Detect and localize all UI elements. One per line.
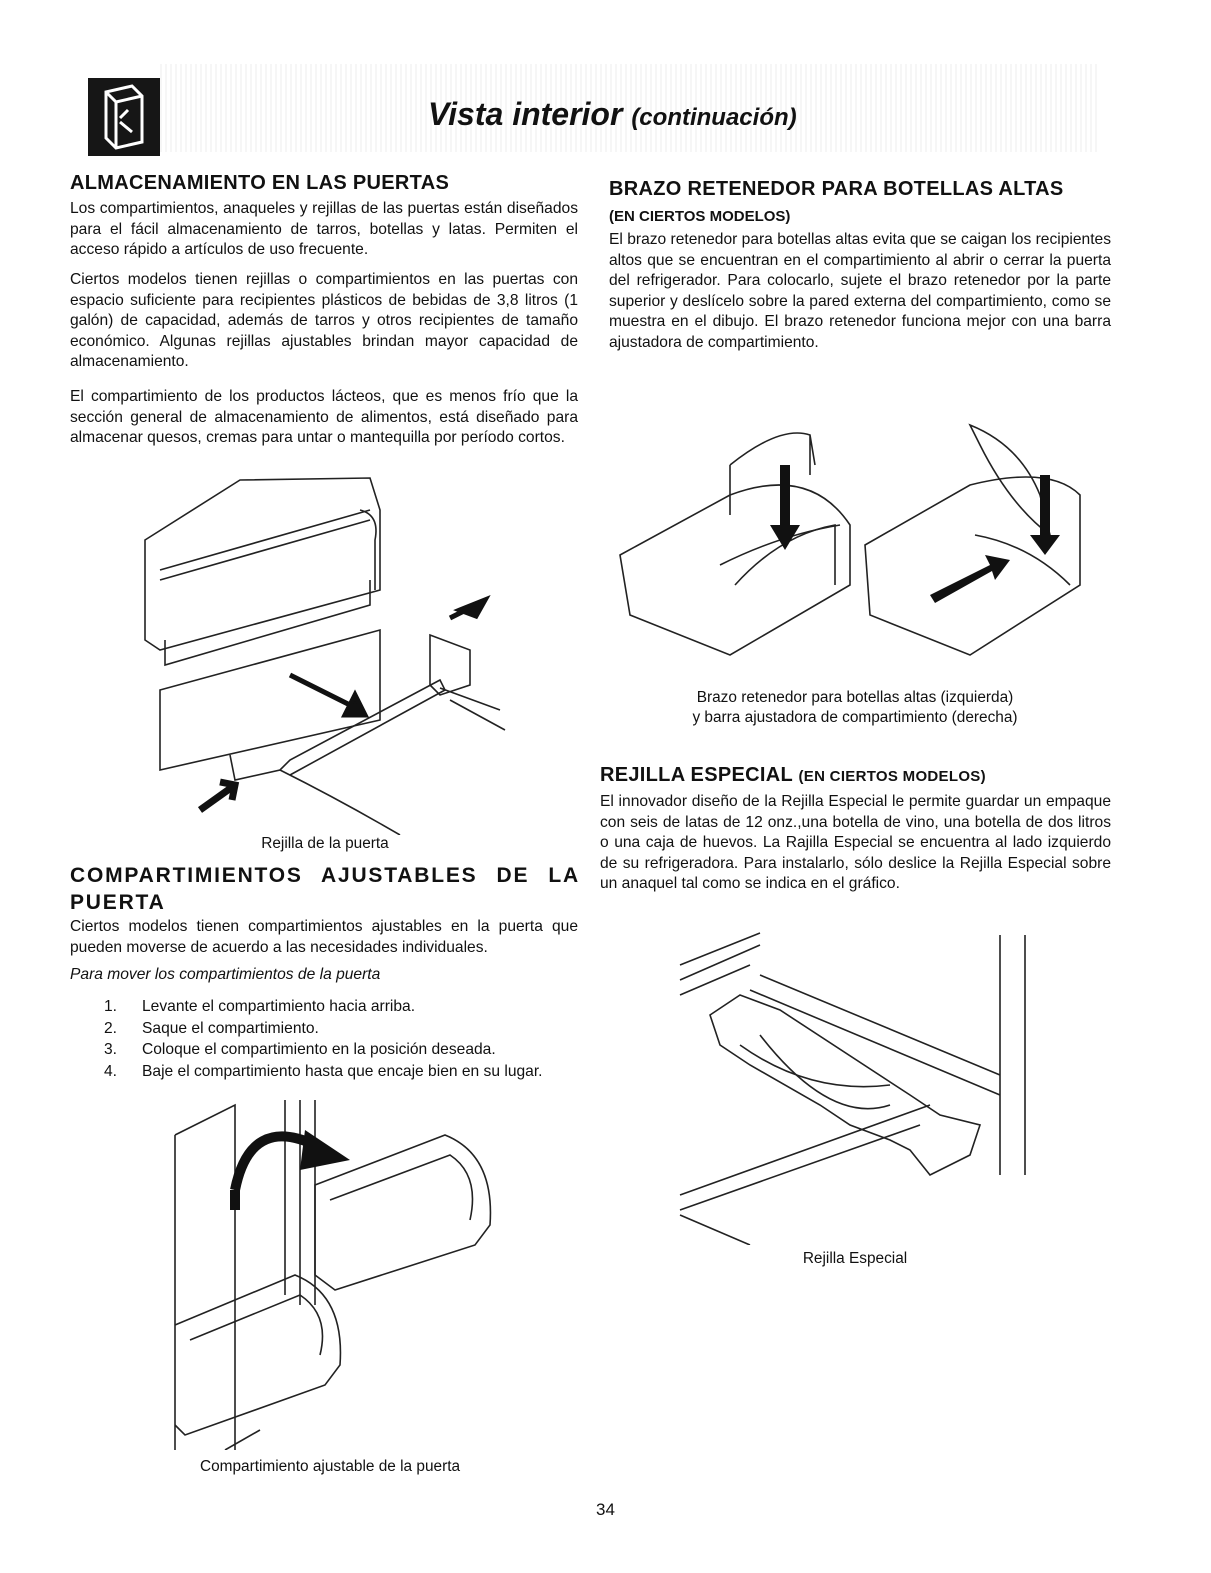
caption-compartimiento-ajustable: Compartimiento ajustable de la puerta	[199, 1458, 461, 1475]
section-title-rejilla-text: REJILLA ESPECIAL	[600, 764, 793, 786]
instructions-title: Para mover los compartimientos de la puerta	[70, 966, 381, 983]
special-rack-illustration	[670, 925, 1040, 1245]
caption-brazo-line-2: y barra ajustadora de compartimiento (derecha)	[692, 709, 1018, 726]
section-title-rejilla	[600, 764, 986, 787]
list-item	[70, 1018, 610, 1040]
step-number: 1.	[104, 998, 118, 1015]
caption-brazo-line-1: Brazo retenedor para botellas altas (izquierda)	[696, 689, 1014, 706]
list-item	[70, 996, 610, 1018]
paragraph-brazo: El brazo retenedor para botellas altas evita que se caigan los recipientes altos que se encuentran en el compartimiento al abrir o cerrar la puerta del refrigerador. Para colocarlo, sujete el brazo retenedor por la parte superior y deslícelo sobre la pared externa del compartimiento, como se muestra en el dibujo. El brazo retenedor funciona mejor con una barra ajustadora de compartimiento.	[609, 231, 1111, 351]
caption-rejilla-puerta: Rejilla de la puerta	[261, 835, 389, 852]
list-item	[70, 1061, 610, 1083]
step-text: Coloque el compartimiento en la posición deseada.	[142, 1041, 496, 1058]
step-text: Levante el compartimiento hacia arriba.	[142, 998, 416, 1015]
page-number: 34	[596, 1500, 615, 1519]
section-title-compartimientos-2: PUERTA	[70, 891, 166, 914]
adjustable-bin-illustration	[165, 1095, 510, 1450]
step-number: 3.	[104, 1041, 118, 1058]
caption-brazo	[610, 688, 1100, 728]
caption-rejilla-especial: Rejilla Especial	[802, 1250, 908, 1267]
section-subtitle-brazo: (EN CIERTOS MODELOS)	[609, 208, 791, 225]
instructions-list	[70, 996, 610, 1082]
page-title	[428, 96, 797, 133]
bottle-retainer-illustration	[610, 385, 1100, 675]
step-text: Baje el compartimiento hasta que encaje bien en su lugar.	[142, 1062, 543, 1080]
paragraph-almacenamiento-2: Ciertos modelos tienen rejillas o compartimientos en las puertas con espacio suficiente para recipientes plásticos de bebidas de 3,8 litros (1 galón) de capacidad, además de tarros y otros recipientes de tamaño económico. Algunas rejillas ajustables brindan mayor capacidad de almacenamiento.	[70, 271, 578, 370]
section-title-brazo: BRAZO RETENEDOR PARA BOTELLAS ALTAS	[609, 178, 1064, 200]
paragraph-almacenamiento-3: El compartimiento de los productos lácteos, que es menos frío que la sección general de almacenamiento de alimentos, está diseñado para almacenar quesos, cremas para untar o mantequilla por período cortos.	[70, 388, 578, 446]
step-number: 2.	[104, 1019, 118, 1037]
door-rack-illustration	[140, 470, 510, 835]
section-title-compartimientos-1: COMPARTIMIENTOS AJUSTABLES DE LA	[70, 864, 580, 887]
page-title-subtitle: (continuación)	[631, 104, 797, 131]
paragraph-almacenamiento-1: Los compartimientos, anaqueles y rejillas de las puertas están diseñados para el fácil almacenamiento de tarros, botellas y latas. Permiten el acceso rápido a artículos de uso frecuente.	[70, 200, 578, 258]
paragraph-compartimientos: Ciertos modelos tienen compartimientos ajustables en la puerta que pueden moverse de acuerdo a las necesidades individuales.	[70, 918, 578, 956]
section-title-rejilla-suffix: (EN CIERTOS MODELOS)	[798, 768, 986, 785]
refrigerator-icon	[88, 78, 160, 156]
page-title-text: Vista interior	[428, 96, 623, 132]
paragraph-rejilla: El innovador diseño de la Rejilla Especial le permite guardar un empaque con seis de latas de 12 onz.,una botella de vino, una botella de dos litros o una caja de huevos. La Rajilla Especial se encuentra al lado izquierdo de su refrigeradora. Para instalarlo, sólo deslice la Rejilla Especial sobre un anaquel tal como se indica en el gráfico.	[600, 793, 1111, 892]
section-title-almacenamiento: ALMACENAMIENTO EN LAS PUERTAS	[70, 172, 450, 194]
list-item	[70, 1039, 610, 1061]
step-number: 4.	[104, 1062, 118, 1080]
step-text: Saque el compartimiento.	[142, 1019, 319, 1037]
